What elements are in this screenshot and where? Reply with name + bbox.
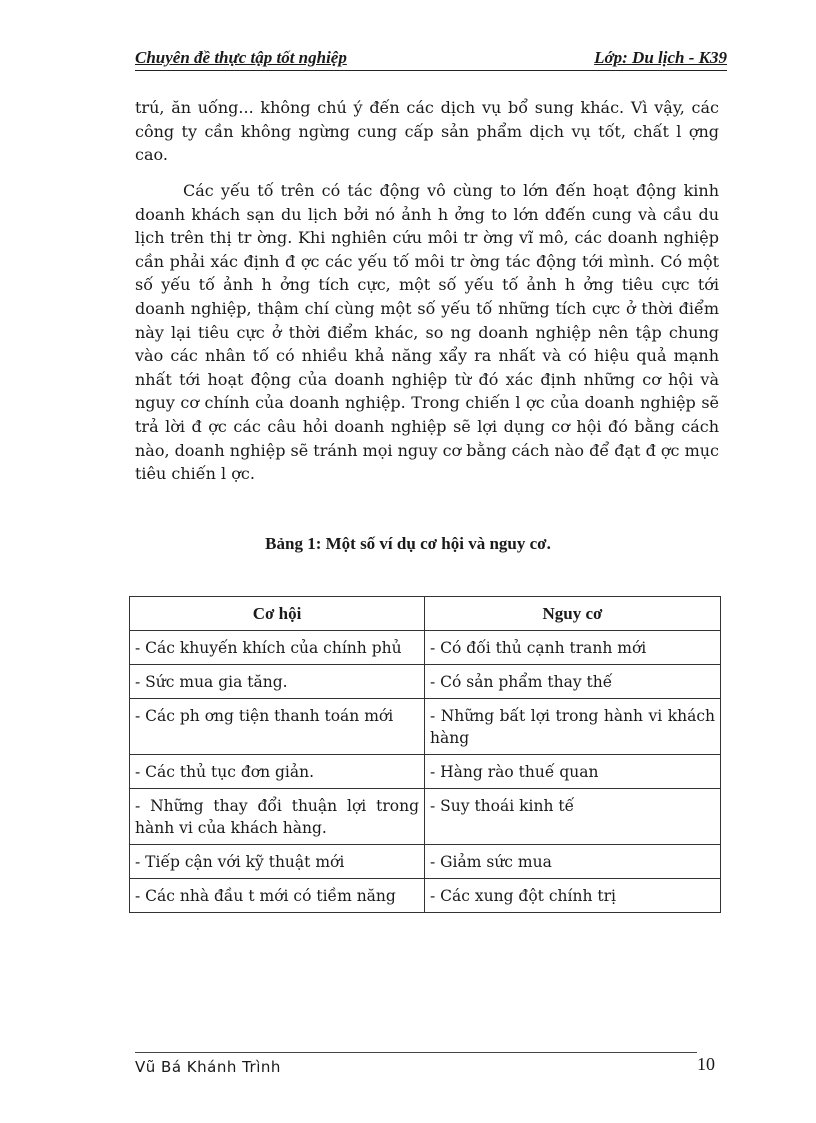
column-header-threat: Nguy cơ xyxy=(425,597,721,631)
page-number: 10 xyxy=(697,1054,715,1074)
threat-cell: - Hàng rào thuế quan xyxy=(425,755,721,789)
threat-cell: - Các xung đột chính trị xyxy=(425,879,721,913)
threat-cell: - Có đối thủ cạnh tranh mới xyxy=(425,631,721,665)
table-row xyxy=(130,879,721,913)
threat-cell: - Suy thoái kinh tế xyxy=(425,789,721,845)
opportunity-cell: - Những thay đổi thuận lợi trong hành vi của khách hàng. xyxy=(130,789,425,845)
threat-cell: - Giảm sức mua xyxy=(425,845,721,879)
table-row xyxy=(130,845,721,879)
table-row xyxy=(130,665,721,699)
opportunity-threat-table xyxy=(129,596,721,913)
opportunity-cell: - Các thủ tục đơn giản. xyxy=(130,755,425,789)
opportunity-cell: - Sức mua gia tăng. xyxy=(130,665,425,699)
opportunity-cell: - Tiếp cận với kỹ thuật mới xyxy=(130,845,425,879)
threat-cell: - Những bất lợi trong hành vi khách hàng xyxy=(425,699,721,755)
page-header xyxy=(135,48,727,71)
footer-divider xyxy=(135,1052,697,1053)
table-row xyxy=(130,699,721,755)
table-caption: Bảng 1: Một số ví dụ cơ hội và nguy cơ. xyxy=(265,534,551,553)
opportunity-cell: - Các ph ơng tiện thanh toán mới xyxy=(130,699,425,755)
threat-cell: - Có sản phẩm thay thế xyxy=(425,665,721,699)
table-row xyxy=(130,755,721,789)
header-title: Chuyên đề thực tập tốt nghiệp xyxy=(135,48,347,67)
header-class: Lớp: Du lịch - K39 xyxy=(594,48,727,67)
table-header-row xyxy=(130,597,721,631)
table-row xyxy=(130,789,721,845)
opportunity-cell: - Các nhà đầu t mới có tiềm năng xyxy=(130,879,425,913)
table-row xyxy=(130,631,721,665)
column-header-opportunity: Cơ hội xyxy=(130,597,425,631)
opportunity-cell: - Các khuyến khích của chính phủ xyxy=(130,631,425,665)
body-paragraph-1: trú, ăn uống... không chú ý đến các dịch vụ bổ sung khác. Vì vậy, các công ty cần không ngừng cung cấp sản phẩm dịch vụ tốt, chất l ợng cao. xyxy=(135,98,719,165)
body-paragraph-2: Các yếu tố trên có tác động vô cùng to lớn đến hoạt động kinh doanh khách sạn du lịch bởi nó ảnh h ởng to lớn dđến cung và cầu du lịch trên thị tr ờng. Khi nghiên cứu môi tr ờng vĩ mô, các doanh nghiệp cần phải xác định đ ợc các yếu tố môi tr ờng tác động tới mình. Có một số yếu tố ảnh h ởng tích cực, một số yếu tố ảnh h ởng tiêu cực tới doanh nghiệp, thậm chí cùng một số yếu tố những tích cực ở thời điểm này lại tiêu cực ở thời điểm khác, so ng doanh nghiệp nên tập chung vào các nhân tố có nhiều khả năng xẩy ra nhất và có hiệu quả mạnh nhất tới hoạt động của doanh nghiệp từ đó xác định những cơ hội và nguy cơ chính của doanh nghiệp. Trong chiến l ợc của doanh nghiệp sẽ trả lời đ ợc các câu hỏi doanh nghiệp sẽ lợi dụng cơ hội đó bằng cách nào, doanh nghiệp sẽ tránh mọi nguy cơ bằng cách nào để đạt đ ợc mục tiêu chiến l ợc. xyxy=(135,181,720,484)
footer-author: Vũ Bá Khánh Trình xyxy=(135,1058,281,1076)
